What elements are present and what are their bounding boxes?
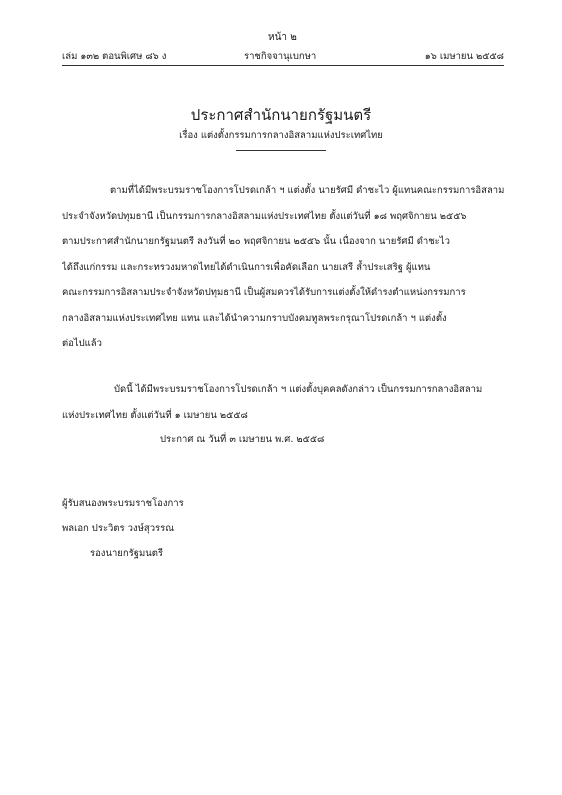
paragraph-line: บัดนี้ ได้มีพระบรมราชโองการโปรดเกล้า ฯ แต่งตั้งบุคคลดังกล่าว เป็นกรรมการกลางอิสลาม — [114, 384, 483, 395]
signatory-position: รองนายกรัฐมนตรี — [90, 548, 163, 559]
paragraph-line: ตามที่ได้มีพระบรมราชโองการโปรดเกล้า ฯ แต่งตั้ง นายรัศมี ดำชะไว ผู้แทนคณะกรรมการอิสลาม — [110, 185, 504, 196]
paragraph-line: ประจำจังหวัดปทุมธานี เป็นกรรมการกลางอิสลามแห่งประเทศไทย ตั้งแต่วันที่ ๑๘ พฤศจิกายน ๒๕๕๖ — [62, 210, 467, 222]
paragraph-line: กลางอิสลามแห่งประเทศไทย แทน และได้นำความกราบบังคมทูลพระกรุณาโปรดเกล้า ฯ แต่งตั้ง — [62, 312, 447, 324]
volume-issue: เล่ม ๑๓๒ ตอนพิเศษ ๘๖ ง — [62, 51, 167, 62]
paragraph-line: แห่งประเทศไทย ตั้งแต่วันที่ ๑ เมษายน ๒๕๕๘ — [62, 409, 248, 421]
page-number: หน้า ๒ — [268, 32, 297, 43]
body-paragraph-1 — [62, 183, 504, 362]
publication-date: ๑๖ เมษายน ๒๕๕๘ — [424, 51, 504, 62]
countersign-label: ผู้รับสนองพระบรมราชโองการ — [62, 498, 184, 509]
header-divider — [62, 65, 504, 66]
gazette-header — [62, 49, 504, 63]
paragraph-line: ต่อไปแล้ว — [62, 338, 102, 349]
paragraph-line: คณะกรรมการอิสลามประจำจังหวัดปทุมธานี เป็นผู้สมควรได้รับการแต่งตั้งให้ดำรงตำแหน่งกรรมการ — [62, 287, 466, 298]
body-paragraph-2 — [62, 382, 504, 433]
signatory-name: พลเอก ประวิตร วงษ์สุวรรณ — [62, 523, 175, 534]
paragraph-line: ตามประกาศสำนักนายกรัฐมนตรี ลงวันที่ ๒๐ พฤศจิกายน ๒๕๕๖ นั้น เนื่องจาก นายรัศมี ดำชะไว — [62, 236, 450, 247]
paragraph-line: ได้ถึงแก่กรรม และกระทรวงมหาดไทยได้ดำเนินการเพื่อคัดเลือก นายเสรี ล้ำประเสริฐ ผู้แทน — [62, 261, 431, 273]
proclamation-date: ประกาศ ณ วันที่ ๓ เมษายน พ.ศ. ๒๕๕๘ — [160, 434, 325, 445]
publication-name: ราชกิจจานุเบกษา — [244, 51, 317, 62]
document-subject: เรื่อง แต่งตั้งกรรมการกลางอิสลามแห่งประเทศไทย — [179, 130, 383, 141]
subject-underline — [236, 150, 326, 151]
document-title: ประกาศสำนักนายกรัฐมนตรี — [190, 106, 372, 124]
